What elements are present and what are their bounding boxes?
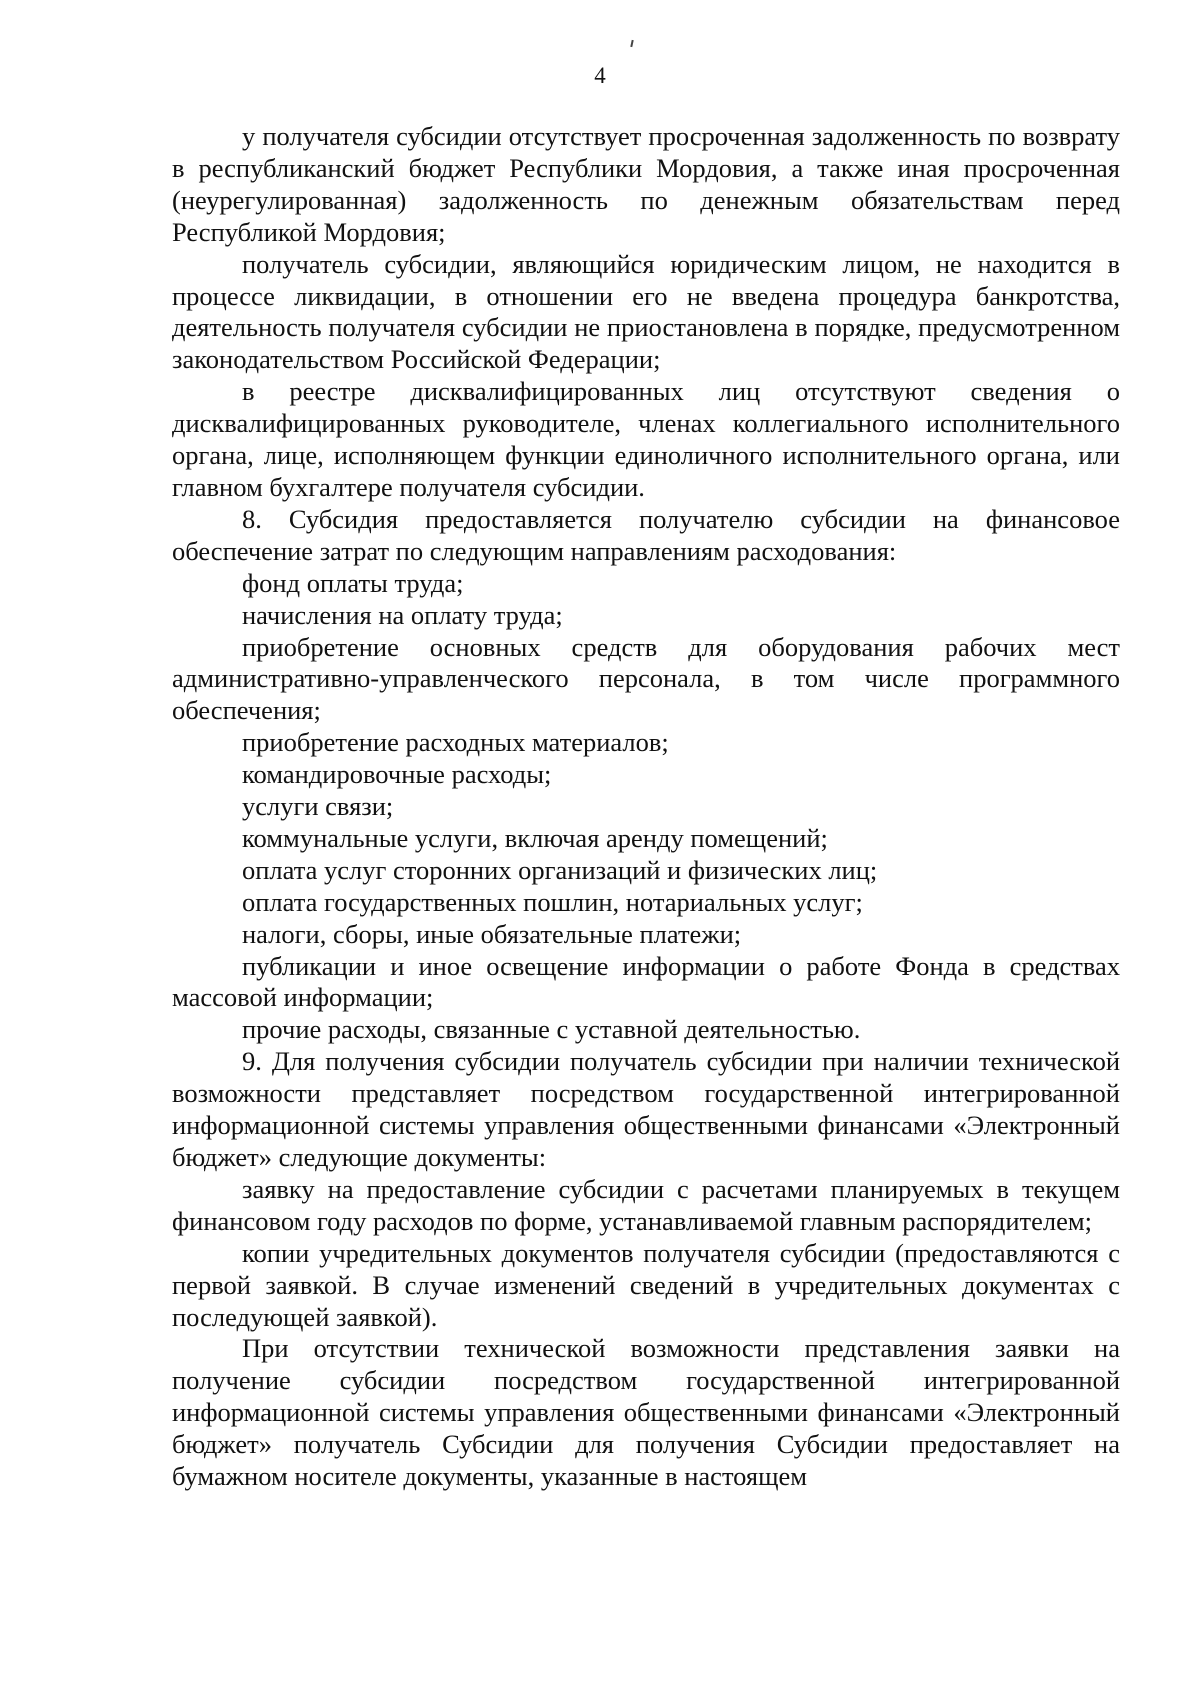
paragraph: оплата государственных пошлин, нотариальных услуг; — [242, 886, 863, 917]
paragraph: копии учредительных документов получателя субсидии (предоставляются с первой заявкой. В случае изменений сведений в учредительных документах с последующей заявкой). — [172, 1237, 1120, 1332]
document-body — [172, 121, 1120, 1493]
paragraph: командировочные расходы; — [242, 759, 552, 790]
paragraph: 9. Для получения субсидии получатель субсидии при наличии технической возможности представляет посредством государственной интегрированной информационной системы управления общественными финансами «Электронный бюджет» следующие документы: — [172, 1046, 1120, 1172]
paragraph: услуги связи; — [242, 791, 394, 822]
paragraph: получатель субсидии, являющийся юридическим лицом, не находится в процессе ликвидации, в отношении его не введена процедура банкротства, деятельность получателя субсидии не приостановлена в порядке, предусмотренном законодательством Российской Федерации; — [172, 248, 1120, 375]
paragraph: оплата услуг сторонних организаций и физических лиц; — [242, 854, 878, 885]
paragraph: начисления на оплату труда; — [242, 599, 563, 630]
paragraph: фонд оплаты труда; — [242, 567, 464, 598]
paragraph: приобретение основных средств для оборудования рабочих мест административно-управленческого персонала, в том числе программного обеспечения; — [172, 631, 1120, 726]
paragraph: прочие расходы, связанные с уставной деятельностью. — [242, 1014, 861, 1045]
paragraph: публикации и иное освещение информации о работе Фонда в средствах массовой информации; — [172, 950, 1120, 1013]
paragraph: в реестре дисквалифицированных лиц отсутствуют сведения о дисквалифицированных руководителе, членах коллегиального исполнительного органа, лице, исполняющем функции единоличного исполнительного органа, или главном бухгалтере получателя субсидии. — [172, 376, 1120, 502]
paragraph: приобретение расходных материалов; — [242, 727, 669, 758]
scan-mark — [630, 40, 633, 47]
page-number: 4 — [594, 63, 606, 88]
paragraph: заявку на предоставление субсидии с расчетами планируемых в текущем финансовом году расходов по форме, устанавливаемой главным распорядителем; — [172, 1173, 1120, 1236]
paragraph: у получателя субсидии отсутствует просроченная задолженность по возврату в республиканский бюджет Республики Мордовия, а также иная просроченная (неурегулированная) задолженность по денежным обязательствам перед Республикой Мордовия; — [172, 121, 1120, 247]
paragraph: коммунальные услуги, включая аренду помещений; — [242, 822, 828, 853]
paragraph: налоги, сборы, иные обязательные платежи; — [242, 918, 742, 949]
paragraph: При отсутствии технической возможности представления заявки на получение субсидии посредством государственной интегрированной информационной системы управления общественными финансами «Электронный бюджет» получатель Субсидии для получения Субсидии предоставляет на бумажном носителе документы, указанные в настоящем — [172, 1333, 1120, 1492]
paragraph: 8. Субсидия предоставляется получателю субсидии на финансовое обеспечение затрат по следующим направлениям расходования: — [172, 503, 1120, 566]
